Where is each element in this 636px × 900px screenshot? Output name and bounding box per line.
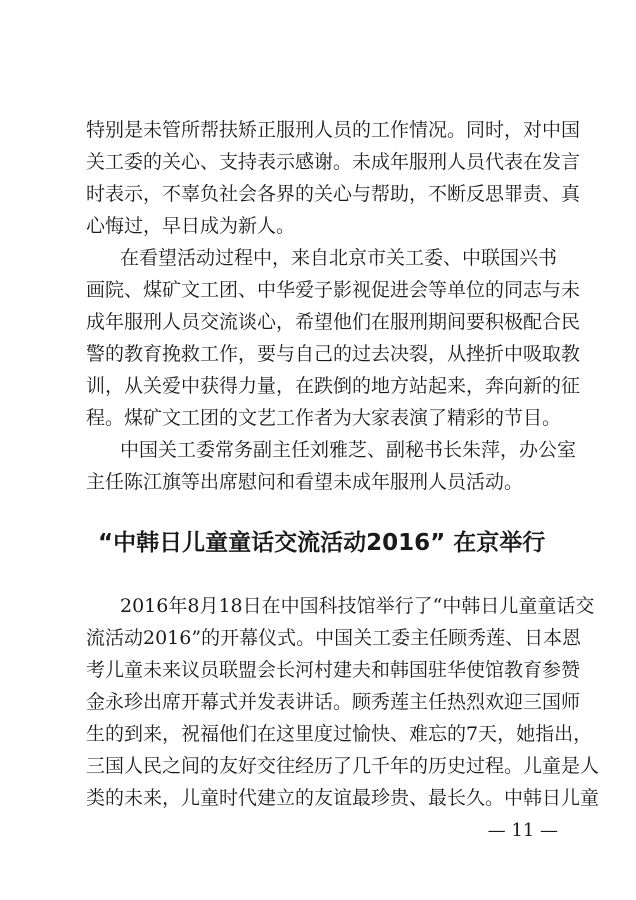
body-text-line: 考儿童未来议员联盟会长河村建夫和韩国驻华使馆教育参赞 xyxy=(86,659,581,681)
body-text-line: 警的教育挽救工作，要与自己的过去决裂，从挫折中吸取教 xyxy=(86,343,581,365)
page-number: — 11 — xyxy=(487,820,558,841)
body-text-line: 特别是未管所帮扶矫正服刑人员的工作情况。同时，对中国 xyxy=(86,119,581,141)
body-text-line: 程。煤矿文工团的文艺工作者为大家表演了精彩的节目。 xyxy=(86,407,562,429)
section-heading: “中韩日儿童童话交流活动2016” 在京举行 xyxy=(98,530,546,556)
body-text-line: 训，从关爱中获得力量，在跌倒的地方站起来，奔向新的征 xyxy=(86,375,581,397)
body-text-line: 流活动2016”的开幕仪式。中国关工委主任顾秀莲、日本恩 xyxy=(86,627,582,649)
body-text-line: 时表示，不辜负社会各界的关心与帮助，不断反思罪责、真 xyxy=(86,183,581,205)
body-text-line: 关工委的关心、支持表示感谢。未成年服刑人员代表在发言 xyxy=(86,151,581,173)
body-text-line: 中国关工委常务副主任刘雅芝、副秘书长朱萍，办公室 xyxy=(120,439,577,461)
body-text-line: 在看望活动过程中，来自北京市关工委、中联国兴书 xyxy=(120,247,558,269)
body-text-line: 类的未来，儿童时代建立的友谊最珍贵、最长久。中韩日儿童 xyxy=(86,787,600,809)
body-text-line: 2016年8月18日在中国科技馆举行了“中韩日儿童童话交 xyxy=(120,595,595,617)
body-text-line: 画院、煤矿文工团、中华爱子影视促进会等单位的同志与未 xyxy=(86,279,581,301)
body-text-line: 心悔过，早日成为新人。 xyxy=(86,215,296,237)
body-text-line: 金永珍出席开幕式并发表讲话。顾秀莲主任热烈欢迎三国师 xyxy=(86,691,581,713)
body-text-line: 主任陈江旗等出席慰问和看望未成年服刑人员活动。 xyxy=(86,471,524,493)
body-text-line: 生的到来，祝福他们在这里度过愉快、难忘的7天，她指出， xyxy=(86,723,593,745)
body-text-line: 成年服刑人员交流谈心，希望他们在服刑期间要积极配合民 xyxy=(86,311,581,333)
body-text-line: 三国人民之间的友好交往经历了几千年的历史过程。儿童是人 xyxy=(86,755,600,777)
